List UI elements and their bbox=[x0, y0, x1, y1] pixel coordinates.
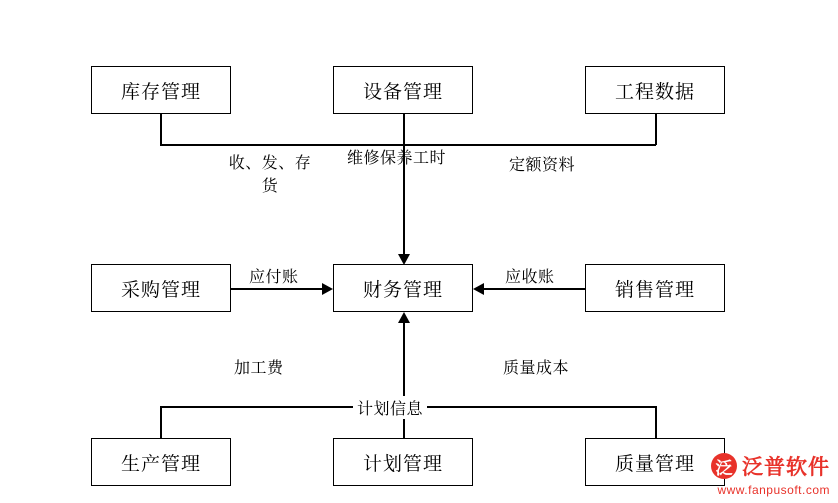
arrowhead-sales-to-finance bbox=[473, 283, 484, 295]
node-label: 设备管理 bbox=[362, 81, 443, 103]
connector-purchase-to-finance bbox=[231, 288, 323, 290]
edge-label-processing-fee: 加工费 bbox=[234, 360, 284, 377]
node-equipment bbox=[333, 66, 473, 114]
node-label: 财务管理 bbox=[362, 279, 443, 301]
edge-label-maintenance-hours: 维修保养工时 bbox=[347, 150, 447, 167]
watermark-brand-row bbox=[711, 451, 830, 481]
node-label: 质量管理 bbox=[614, 453, 695, 475]
node-label: 生产管理 bbox=[120, 453, 201, 475]
fanpu-logo-icon: 泛 bbox=[711, 453, 737, 479]
edge-label-receipt-issue-stock: 收、发、存货 bbox=[228, 155, 312, 196]
node-finance bbox=[333, 264, 473, 312]
edge-label-plan-info: 计划信息 bbox=[353, 396, 427, 419]
node-label: 采购管理 bbox=[120, 279, 201, 301]
node-label: 计划管理 bbox=[362, 453, 443, 475]
node-planning bbox=[333, 438, 473, 486]
node-quality bbox=[585, 438, 725, 486]
arrowhead-purchase-to-finance bbox=[322, 283, 333, 295]
watermark-brand-name: 泛普软件 bbox=[742, 456, 830, 479]
node-label: 销售管理 bbox=[614, 279, 695, 301]
node-production bbox=[91, 438, 231, 486]
edge-label-accounts-receivable: 应收账 bbox=[505, 269, 555, 286]
node-sales bbox=[585, 264, 725, 312]
connector-quality-up bbox=[655, 406, 657, 438]
connector-sales-to-finance bbox=[483, 288, 585, 290]
connector-bus-to-finance-bottom bbox=[403, 323, 405, 407]
edge-label-quota-data: 定额资料 bbox=[509, 157, 576, 174]
node-purchase bbox=[91, 264, 231, 312]
connector-engineering-down bbox=[655, 114, 657, 145]
arrowhead-bottom-to-finance bbox=[398, 312, 410, 323]
edge-label-quality-cost: 质量成本 bbox=[503, 360, 570, 377]
edge-label-accounts-payable: 应付账 bbox=[249, 269, 299, 286]
node-label: 工程数据 bbox=[614, 81, 695, 103]
node-inventory bbox=[91, 66, 231, 114]
node-label: 库存管理 bbox=[120, 81, 201, 103]
node-engineering bbox=[585, 66, 725, 114]
connector-production-up bbox=[160, 406, 162, 438]
connector-inventory-down bbox=[160, 114, 162, 145]
arrowhead-bus-to-finance bbox=[398, 254, 410, 265]
watermark-url: www.fanpusoft.com bbox=[717, 483, 830, 497]
connector-equipment-down bbox=[403, 114, 405, 145]
watermark bbox=[711, 451, 830, 497]
